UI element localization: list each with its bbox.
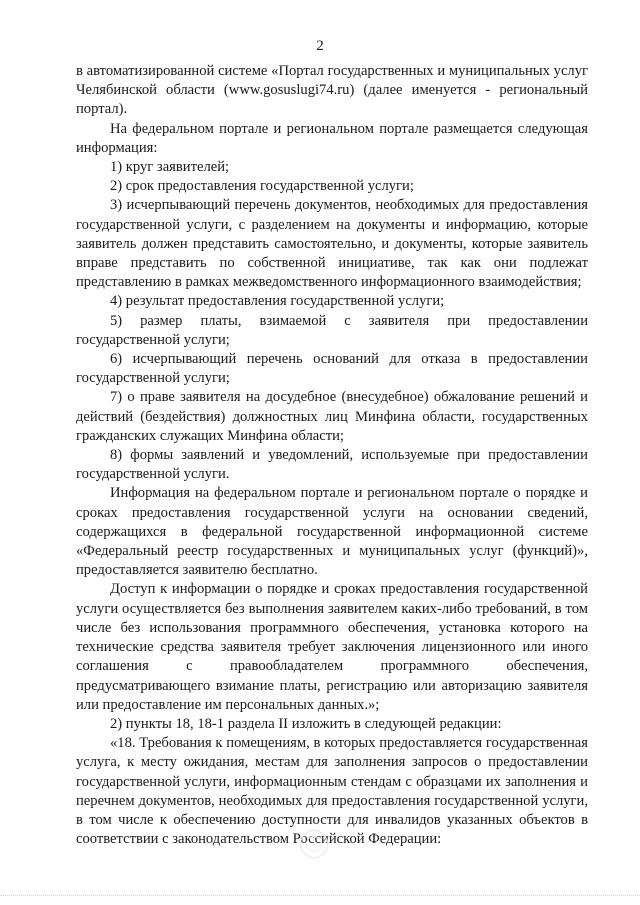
list-item-2: 2) срок предоставления государственной услуги;: [110, 178, 414, 195]
faint-stamp-mark: [300, 830, 328, 858]
page-number: 2: [316, 38, 324, 54]
list-item-8: 8) формы заявлений и уведомлений, используемые при предоставлении государственной услуги.: [76, 447, 588, 483]
paragraph-portal-continuation: в автоматизированной системе «Портал государственных и муниципальных услуг Челябинской области (www.gosuslugi74.ru) (далее именуется - региональный портал).: [76, 63, 588, 118]
list-item-5: 5) размер платы, взимаемой с заявителя при предоставлении государственной услуги;: [76, 312, 588, 348]
paragraph-access: Доступ к информации о порядке и сроках предоставления государственной услуги осуществляется без выполнения заявителем каких-либо требований, в том числе без использования программного обеспечения, установка которого на технические средства заявителя требует заключения лицензионного или иного соглашения с правообладателем программного обеспечения, предусматривающего взимание платы, регистрацию или авторизацию заявителя или предоставление им персональных данных.»;: [76, 581, 588, 713]
list-item-3: 3) исчерпывающий перечень документов, необходимых для предоставления государственной услуги, с разделением на документы и информацию, которые заявитель должен представить самостоятельно, и документы, которые заявитель вправе представить по собственной инициативе, так как они подлежат представлению в рамках межведомственного информационного взаимодействия;: [76, 197, 588, 291]
paragraph-free-info: Информация на федеральном портале и региональном портале о порядке и сроках предоставления государственной услуги на основании сведений, содержащихся в федеральной государственной информационной системе «Федеральный реестр государственных и муниципальных услуг (функций)», предоставляется заявителю бесплатно.: [76, 485, 588, 579]
list-item-1: 1) круг заявителей;: [110, 159, 230, 176]
document-body: [76, 62, 588, 849]
paragraph-item-18: «18. Требования к помещениям, в которых предоставляется государственная услуга, к месту ожидания, местам для заполнения запросов о предоставлении государственной услуги, информационным стендам с образцами их заполнения и перечнем документов, необходимых для предоставления государственной услуги, в том числе к обеспечению доступности для инвалидов указанных объектов в соответствии с законодательством Российской Федерации:: [76, 735, 588, 848]
list-item-6: 6) исчерпывающий перечень оснований для отказа в предоставлении государственной услуги;: [76, 351, 588, 387]
list-item-7: 7) о праве заявителя на досудебное (внесудебное) обжалование решений и действий (бездействия) должностных лиц Минфина области, государственных гражданских служащих Минфина области;: [76, 389, 588, 444]
paragraph-info-intro: На федеральном портале и региональном портале размещается следующая информация:: [76, 120, 588, 156]
list-item-4: 4) результат предоставления государственной услуги;: [110, 293, 445, 310]
paragraph-amendment: 2) пункты 18, 18-1 раздела II изложить в следующей редакции:: [110, 715, 502, 732]
footer-divider: [0, 895, 640, 897]
